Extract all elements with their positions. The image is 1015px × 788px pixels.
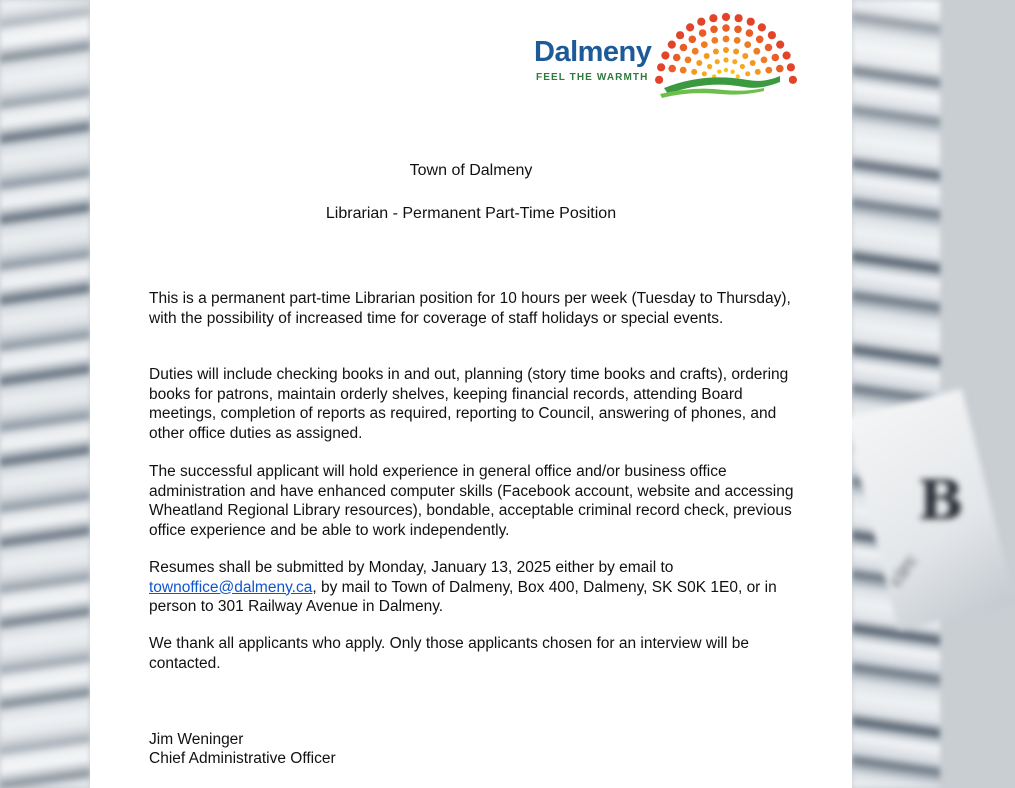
- sun-dot: [715, 59, 720, 64]
- sun-dot: [655, 76, 663, 84]
- sun-dot: [722, 13, 730, 21]
- sun-dot: [692, 48, 699, 55]
- sun-dot: [689, 36, 697, 44]
- sun-dot: [673, 54, 681, 62]
- sun-dot: [668, 65, 676, 73]
- sun-dot: [776, 65, 784, 73]
- sun-dot: [747, 18, 755, 26]
- signatory-title: Chief Administrative Officer: [149, 750, 336, 767]
- sun-dot: [768, 31, 776, 39]
- sun-dot: [765, 44, 773, 52]
- sun-dot: [685, 57, 692, 64]
- position-title: Librarian - Permanent Part-Time Position: [325, 205, 617, 222]
- sun-dot: [686, 23, 694, 31]
- sun-dot: [713, 49, 719, 55]
- sun-dot: [787, 63, 795, 71]
- sun-dot: [733, 49, 739, 55]
- sun-dot: [717, 70, 721, 74]
- submission-text-start: Resumes shall be submitted by Monday, January 13, 2025 either by email to: [149, 559, 674, 576]
- newspaper-text: circ: [884, 550, 922, 591]
- sun-dot: [697, 18, 705, 26]
- email-link[interactable]: townoffice@dalmeny.ca: [149, 578, 313, 596]
- sun-dot: [723, 57, 728, 62]
- sun-dot: [750, 60, 756, 66]
- sun-dot: [704, 53, 710, 59]
- sun-dot: [723, 47, 729, 53]
- dalmeny-logo: [534, 6, 784, 100]
- sun-dot: [701, 41, 708, 48]
- paragraph-duties: Duties will include checking books in and out, planning (story time books and crafts), ordering books for patrons, maintain orderly shelves, keeping financial records, attending Board meetings, completion of reports as required, reporting to Council, answering of phones, and other office duties as assigned.: [149, 366, 789, 442]
- sun-dot: [756, 36, 764, 44]
- sun-dot: [702, 71, 707, 76]
- sun-dot: [661, 51, 669, 59]
- sun-dot: [740, 64, 745, 69]
- background-newspaper-right: [852, 0, 964, 788]
- job-posting-document: [90, 0, 852, 788]
- sun-dot: [680, 67, 687, 74]
- sun-dot: [744, 41, 751, 48]
- paragraph-submission: [149, 558, 809, 617]
- logo-tagline: FEEL THE WARMTH: [536, 72, 649, 83]
- sun-dot: [707, 64, 712, 69]
- sun-dot: [772, 54, 780, 62]
- sun-dot: [680, 44, 688, 52]
- background-newspaper-left: [0, 0, 90, 788]
- sun-dot: [746, 29, 754, 37]
- sun-dot: [761, 57, 768, 64]
- sun-dot: [734, 26, 742, 34]
- sun-dot: [745, 71, 750, 76]
- sun-dot: [657, 63, 665, 71]
- sun-dot: [709, 14, 717, 22]
- sun-dot: [699, 29, 707, 37]
- paragraph-overview: This is a permanent part-time Librarian position for 10 hours per week (Tuesday to Thursday), with the possibility of increased time for coverage of staff holidays or special events.: [149, 290, 791, 327]
- sun-dot: [731, 70, 735, 74]
- logo-wordmark: Dalmeny: [534, 36, 652, 68]
- sun-dot: [691, 69, 697, 75]
- signatory-name: Jim Weninger: [149, 731, 244, 748]
- sunburst-icon: [664, 6, 782, 100]
- sun-dot: [734, 37, 741, 44]
- sun-dot: [735, 14, 743, 22]
- sun-dot: [723, 36, 730, 43]
- sun-dot: [710, 26, 718, 34]
- sun-dot: [758, 23, 766, 31]
- sun-dot: [696, 60, 702, 66]
- town-title: Town of Dalmeny: [409, 162, 533, 179]
- newspaper-letter: B: [918, 468, 964, 532]
- sun-dot: [789, 76, 797, 84]
- sun-dot: [783, 51, 791, 59]
- sun-dot: [742, 53, 748, 59]
- sun-dot: [668, 41, 676, 49]
- sun-dot: [724, 68, 728, 72]
- sun-dot: [722, 24, 730, 32]
- sun-dot: [711, 37, 718, 44]
- submission-text-end: , by mail to Town of Dalmeny, Box 400, Dalmeny, SK S0K 1E0, or in person to 301 Railway Avenue in Dalmeny.: [149, 578, 777, 615]
- sun-dot: [755, 69, 761, 75]
- sun-dot: [736, 74, 740, 78]
- paragraph-thanks: We thank all applicants who apply. Only those applicants chosen for an interview will be contacted.: [149, 635, 749, 672]
- sun-dot: [753, 48, 760, 55]
- paragraph-qualifications: The successful applicant will hold experience in general office and/or business office administration and have enhanced computer skills (Facebook account, website and accessing Wheatland Regional Library resources), bondable, acceptable criminal record check, previous office experience and be able to work independently.: [149, 463, 794, 539]
- sun-dot: [765, 67, 772, 74]
- sun-dot: [676, 31, 684, 39]
- sun-dot: [732, 59, 737, 64]
- sun-dot: [776, 41, 784, 49]
